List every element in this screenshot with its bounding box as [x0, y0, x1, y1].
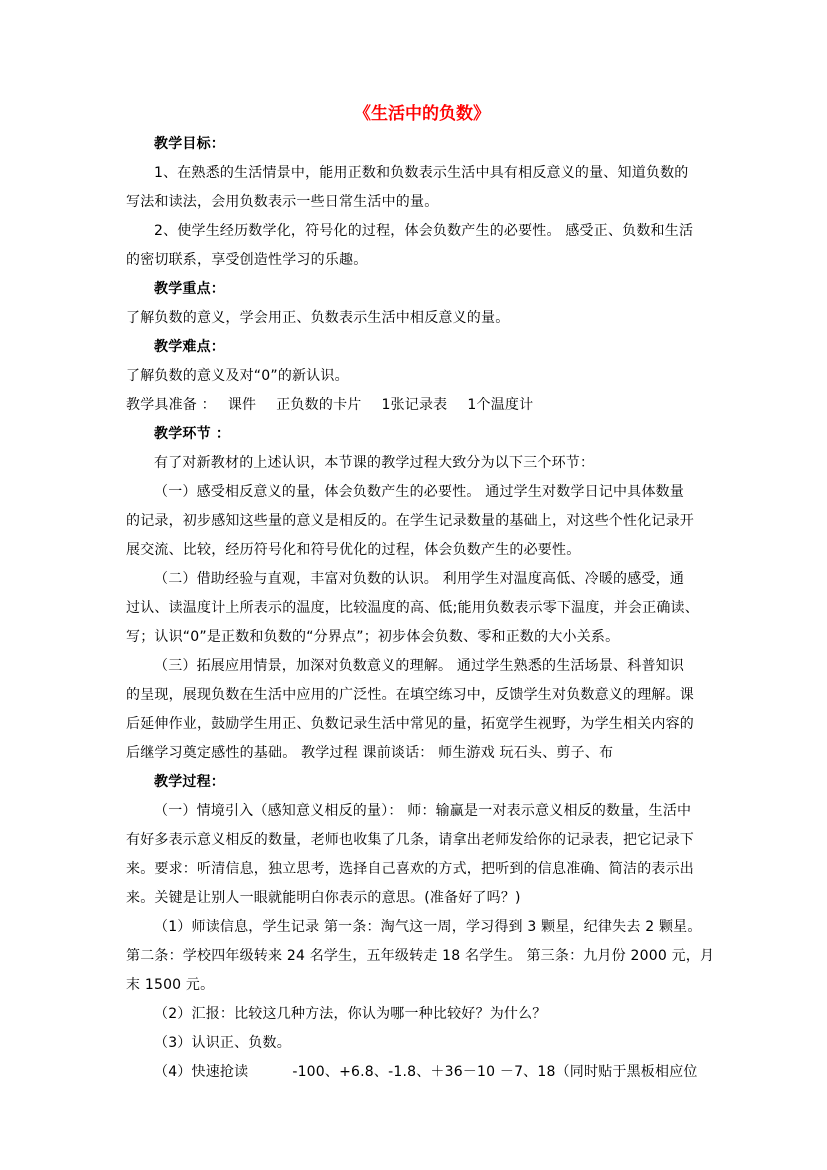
process-1-line-4: 来。关键是让别人一眼就能明白你表示的意思。(准备好了吗？)	[126, 890, 521, 906]
difficulty-heading: 教学难点：	[154, 339, 225, 355]
material-item-4: 1个温度计	[467, 397, 534, 413]
document-title: 《生活中的负数》	[354, 104, 490, 124]
materials-label: 教学具准备 ：	[126, 397, 216, 413]
process-5-numbers: -100、+6.8、-1.8、＋36－10 －7、18（同时贴于黑板相应位	[292, 1064, 698, 1080]
key-point-heading: 教学重点：	[154, 281, 225, 297]
material-item-2: 正负数的卡片	[276, 397, 362, 413]
objective-2-line-1: 2、使学生经历数学化，符号化的过程，体会负数产生的必要性。 感受正、负数和生活	[154, 223, 694, 239]
section-3-line-2: 的呈现，展现负数在生活中应用的广泛性。在填空练习中，反馈学生对负数意义的理解。课	[126, 687, 694, 703]
process-4: （3）认识正、负数。	[154, 1035, 291, 1051]
section-1-line-1: （一）感受相反意义的量，体会负数产生的必要性。 通过学生对数学日记中具体数量	[154, 484, 685, 500]
section-2-line-2: 过认、读温度计上所表示的温度，比较温度的高、低;能用负数表示零下温度，并会正确读、	[126, 600, 699, 616]
objective-2-line-2: 的密切联系，享受创造性学习的乐趣。	[126, 252, 368, 268]
process-heading: 教学过程：	[154, 774, 225, 790]
process-5-label: （4）快速抢读	[154, 1064, 249, 1080]
difficulty-text: 了解负数的意义及对“0”的新认识。	[126, 368, 349, 384]
objective-1-line-1: 1、在熟悉的生活情景中，能用正数和负数表示生活中具有相反意义的量、知道负数的	[154, 165, 689, 181]
process-1-line-2: 有好多表示意义相反的数量，老师也收集了几条，请拿出老师发给你的记录表，把它记录下	[126, 832, 694, 848]
process-1-line-3: 来。要求：听清信息，独立思考，选择自己喜欢的方式，把听到的信息准确、简洁的表示出	[126, 861, 694, 877]
process-2-line-2: 第二条：学校四年级转来 24 名学生，五年级转走 18 名学生。 第三条：九月份 2000 元，月	[126, 948, 715, 964]
sections-intro: 有了对新教材的上述认识，本节课的教学过程大致分为以下三个环节：	[154, 455, 595, 471]
process-2-line-1: （1）师读信息，学生记录 第一条：淘气这一周，学习得到 3 颗星，纪律失去 2 颗星。	[154, 919, 702, 935]
section-1-line-3: 展交流、比较，经历符号化和符号优化的过程，体会负数产生的必要性。	[126, 542, 581, 558]
objectives-heading: 教学目标：	[154, 136, 225, 152]
objective-1-line-2: 写法和读法，会用负数表示一些日常生活中的量。	[126, 194, 439, 210]
material-item-1: 课件	[227, 397, 257, 413]
process-5	[126, 1058, 706, 1087]
process-3: （2）汇报：比较这几种方法，你认为哪一种比较好？为什么？	[154, 1006, 547, 1022]
sections-heading: 教学环节 ：	[154, 426, 231, 442]
process-2-line-3: 末 1500 元。	[126, 977, 215, 993]
section-3-line-1: （三）拓展应用情景，加深对负数意义的理解。 通过学生熟悉的生活场景、科普知识	[154, 658, 685, 674]
materials-line	[126, 391, 706, 420]
process-1-line-1: （一）情境引入（感知意义相反的量）： 师：输赢是一对表示意义相反的数量，生活中	[154, 803, 692, 819]
section-2-line-1: （二）借助经验与直观，丰富对负数的认识。 利用学生对温度高低、冷暖的感受，通	[154, 571, 685, 587]
section-3-line-4: 后继学习奠定感性的基础。 教学过程 课前谈话： 师生游戏 玩石头、剪子、布	[126, 745, 614, 761]
section-3-line-3: 后延伸作业，鼓励学生用正、负数记录生活中常见的量，拓宽学生视野，为学生相关内容的	[126, 716, 694, 732]
material-item-3: 1张记录表	[381, 397, 448, 413]
key-point-text: 了解负数的意义，学会用正、负数表示生活中相反意义的量。	[126, 310, 510, 326]
section-1-line-2: 的记录，初步感知这些量的意义是相反的。在学生记录数量的基础上，对这些个性化记录开	[126, 513, 694, 529]
document-page	[126, 98, 715, 1087]
section-2-line-3: 写；认识“0”是正数和负数的“分界点”；初步体会负数、零和正数的大小关系。	[126, 629, 620, 645]
